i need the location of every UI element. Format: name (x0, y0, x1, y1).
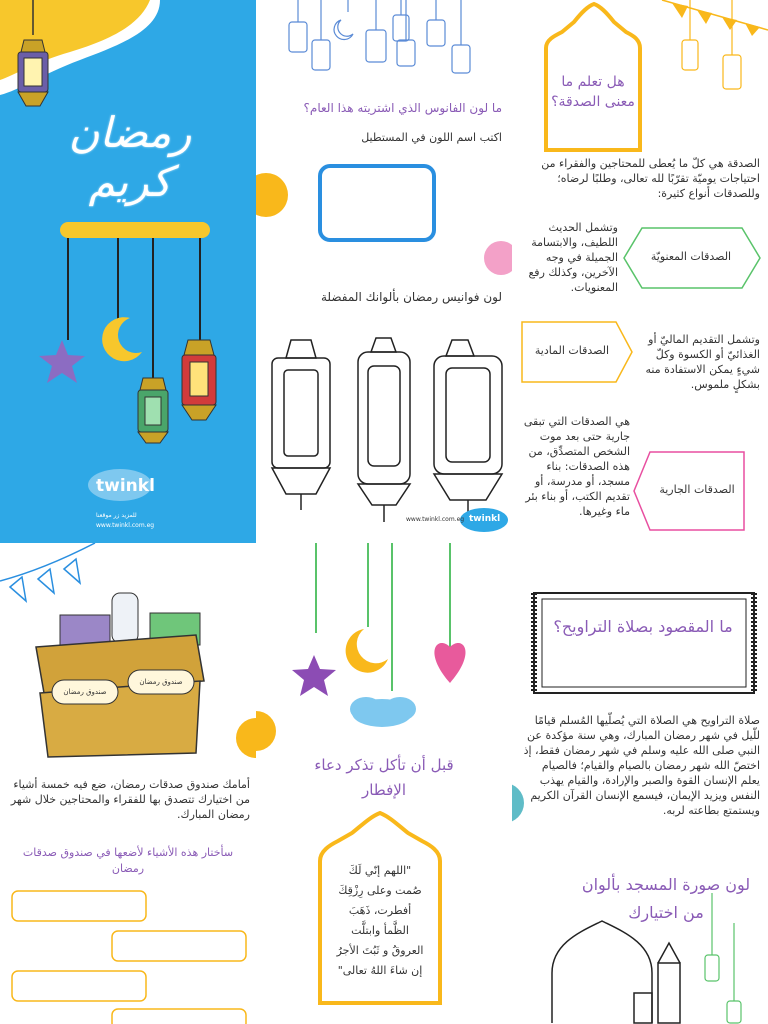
lantern-panel-decorations (256, 0, 512, 543)
charity-panel (512, 0, 768, 543)
dua-line-1: اللهم إنّي لَكَ" (348, 864, 412, 877)
cover-title: رمضان كريم (68, 108, 192, 206)
donation-box-icon (36, 593, 204, 757)
mosque-icon (552, 921, 680, 1023)
cover-footer-url: www.twinkl.com.eg (96, 522, 155, 529)
iftar-panel (256, 543, 512, 1024)
dua-line-6: "إن شاءَ اللهُ تعالى (337, 964, 423, 977)
cover-panel (0, 0, 256, 543)
ongoing-charity-desc: هي الصدقات التي تبقى جارية حتى بعد موت الشخص المتصدِّق، من هذه الصدقات: بناء مسجد، أو مدرسة، أو تقديم الكتب، أو بناء بئر ماء وغيرها. (523, 415, 630, 518)
dua-line-4: الظَّمأ وابتلَّت (351, 924, 409, 937)
ongoing-charity-label: الصدقات الجارية (659, 483, 735, 496)
answer-box-4 (112, 1009, 246, 1024)
charity-intro: الصدقة هي كلّ ما يُعطى للمحتاجين والفقراء من احتياجات يوميّة تقرّبًا لله تعالى، وطلبًا لرضاه؛ وللصدقات أنواع كثيرة: (541, 157, 760, 200)
box-panel (0, 543, 256, 1024)
mosque-color-prompt: لون صورة المسجد بألوان من اختيارك (581, 875, 751, 922)
taraweeh-title: ما المقصود بصلاة التراويح؟ (553, 617, 733, 636)
lantern-panel (256, 0, 512, 543)
twinkl-logo: twinkl (96, 476, 155, 496)
iftar-title: قبل أن تأكل تذكر دعاء الإفطار (314, 756, 454, 799)
hanging-lanterns-icon (289, 0, 470, 73)
moral-charity-label: الصدقات المعنويّة (650, 250, 732, 263)
cloud-icon (350, 697, 416, 727)
color-answer-box (320, 166, 434, 240)
lantern-question: ما لون الفانوس الذي اشتريته هذا العام؟ (303, 101, 502, 115)
lantern-color-prompt: لون فوانيس رمضان بألوانك المفضلة (320, 290, 502, 304)
answer-box-3 (12, 971, 146, 1001)
box-instructions: أمامك صندوق صدقات رمضان، ضع فيه خمسة أشياء من اختيارك تتصدق بها للفقراء والمحتاجين خلال شهر رمضان المبارك. (10, 778, 250, 821)
lantern-footer-url: www.twinkl.com.eg (406, 516, 465, 523)
red-lantern-icon (182, 340, 216, 420)
answer-box-2 (112, 931, 246, 961)
taraweeh-panel (512, 543, 768, 1024)
box-prompt: سأختار هذه الأشياء لأضعها في صندوق صدقات رمضان (22, 846, 234, 875)
dua-line-2: صُمت وعلى رِزْقِكَ (338, 884, 422, 897)
prayer-rug-icon (534, 593, 754, 693)
heart-icon (434, 643, 465, 683)
moon-icon (346, 629, 388, 673)
taraweeh-body: صلاة التراويح هي الصلاة التي يُصلّيها المُسلم قيامًا للّيل في شهر رمضان المبارك، وهي سنة مؤكدة عن النبي صلى الله عليه وسلم في شهر رمضان فقط، إذ اختصّ الله شهر رمضان بالصيام والقيام؛ فالصيام يعلم الإنسان القوة والصبر والإرادة، والقيام يهذب النفس ويزيد الإيمان، فيسمع الإنسان القرآن الكريم ويستمتع بطاعته لربه. (523, 714, 760, 817)
iftar-dua (320, 861, 440, 981)
dua-line-3: أفطرت، ذَهَبَ (348, 904, 412, 917)
box-label-right: صندوق رمضان (139, 678, 183, 686)
cover-decorations (0, 0, 256, 543)
green-lantern-icon (138, 378, 168, 443)
lantern-instruction: اكتب اسم اللون في المستطيل (361, 131, 502, 144)
material-charity-desc: وتشمل التقديم الماليّ أو الغذائيّ أو الكسوة وكلّ شيءٍ يمكن الاستفادة منه بشكلٍ ملموس. (645, 333, 760, 391)
star-icon (292, 655, 336, 696)
material-charity-label: الصدقات المادية (534, 344, 610, 357)
cover-footer-line1: للمزيد زر موقعنا (96, 512, 137, 519)
star-icon (39, 340, 85, 383)
box-label-left: صندوق رمضان (63, 688, 107, 696)
dua-line-5: العروقُ و ثَبُتَ الأجرُ (336, 944, 424, 957)
answer-box-1 (12, 891, 146, 921)
moon-icon (102, 317, 142, 361)
lantern-footer-brand: twinkl (469, 514, 501, 524)
charity-title: هل تعلم ما معنى الصدقة؟ (551, 74, 635, 110)
lanterns-to-color-icon (272, 338, 502, 522)
moral-charity-desc: وتشمل الحديث اللطيف، والابتسامة الجميلة في وجه الآخرين، وكذلك رفع المعنويات. (528, 221, 618, 294)
